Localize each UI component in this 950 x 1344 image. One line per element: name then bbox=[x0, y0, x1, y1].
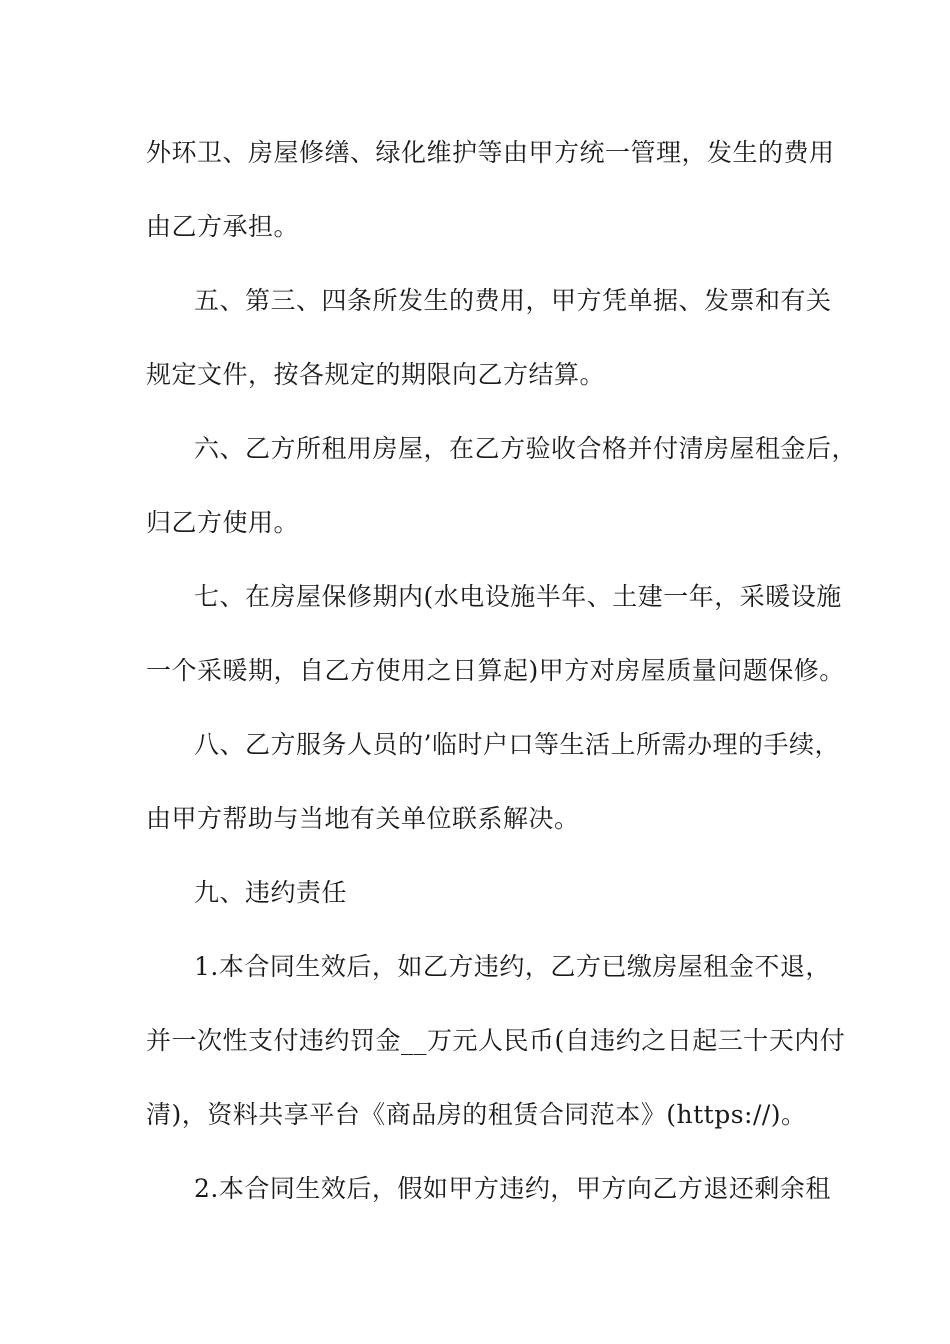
text-line: 五、第三、四条所发生的费用，甲方凭单据、发票和有关 bbox=[194, 286, 832, 315]
text-line: 由乙方承担。 bbox=[146, 212, 300, 241]
section-heading: 九、违约责任 bbox=[194, 878, 348, 907]
text-line: 六、乙方所租用房屋，在乙方验收合格并付清房屋租金后， bbox=[194, 434, 858, 463]
text-line: 一个采暖期，自乙方使用之日算起)甲方对房屋质量问题保修。 bbox=[146, 656, 845, 685]
text-line: 2.本合同生效后，假如甲方违约，甲方向乙方退还剩余租 bbox=[194, 1174, 831, 1203]
text-line: 1.本合同生效后，如乙方违约，乙方已缴房屋租金不退， bbox=[194, 952, 831, 981]
text-line: 八、乙方服务人员的’临时户口等生活上所需办理的手续， bbox=[194, 730, 840, 759]
text-line: 外环卫、房屋修缮、绿化维护等由甲方统一管理，发生的费用 bbox=[146, 138, 835, 167]
text-line: 由甲方帮助与当地有关单位联系解决。 bbox=[146, 804, 580, 833]
text-line: 清)，资料共享平台《商品房的租赁合同范本》(https://)。 bbox=[146, 1100, 807, 1129]
text-line: 并一次性支付违约罚金__万元人民币(自违约之日起三十天内付 bbox=[146, 1026, 846, 1055]
text-line: 归乙方使用。 bbox=[146, 508, 300, 537]
text-line: 规定文件，按各规定的期限向乙方结算。 bbox=[146, 360, 606, 389]
text-line: 七、在房屋保修期内(水电设施半年、土建一年，采暖设施 bbox=[194, 582, 842, 611]
